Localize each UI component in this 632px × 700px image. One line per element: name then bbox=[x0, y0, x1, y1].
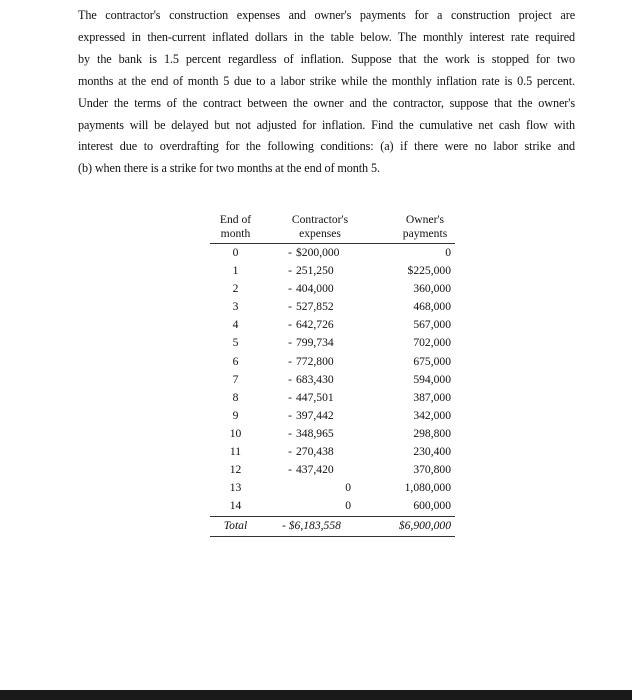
expense-cell: 348,965 bbox=[296, 426, 334, 440]
payment-cell: 360,000 bbox=[413, 282, 451, 296]
table-row bbox=[210, 479, 455, 497]
table-row bbox=[210, 371, 455, 389]
table-row bbox=[210, 353, 455, 371]
negative-sign: - bbox=[288, 408, 292, 422]
header-owner-payments: Owner's payments bbox=[402, 213, 448, 240]
paragraph-line: by the bank is 1.5 percent regardless of inflation. Suppose that the work is stopped for two bbox=[78, 51, 575, 66]
table-row bbox=[210, 262, 455, 280]
month-cell: 7 bbox=[232, 372, 239, 386]
month-cell: 14 bbox=[229, 499, 242, 513]
expense-cell: $200,000 bbox=[296, 246, 340, 259]
total-payments: $6,900,000 bbox=[398, 519, 451, 533]
cash-flow-table bbox=[210, 213, 455, 537]
paragraph-line: months at the end of month 5 due to a labor strike while the monthly inflation rate is 0.5 percent. bbox=[78, 73, 575, 88]
expense-cell: 270,438 bbox=[296, 445, 334, 459]
expense-cell: 772,800 bbox=[296, 354, 334, 368]
expense-cell: 447,501 bbox=[296, 390, 334, 404]
payment-cell: 387,000 bbox=[413, 390, 451, 404]
total-expenses: - $6,183,558 bbox=[282, 519, 341, 533]
table-row bbox=[210, 244, 455, 262]
expense-cell: 799,734 bbox=[296, 336, 334, 350]
bottom-edge-bar bbox=[0, 690, 632, 700]
expense-cell: 437,420 bbox=[296, 463, 334, 477]
payment-cell: 600,000 bbox=[413, 499, 451, 513]
total-row bbox=[210, 516, 455, 536]
payment-cell: 675,000 bbox=[413, 354, 451, 368]
expense-cell: 0 bbox=[345, 481, 351, 495]
paragraph-line: expressed in then-current inflated dollars in the table below. The monthly interest rate required bbox=[78, 29, 575, 44]
header-month: End of month bbox=[219, 213, 252, 240]
problem-paragraph bbox=[78, 5, 575, 180]
payment-cell: 468,000 bbox=[413, 300, 451, 314]
paragraph-line: interest due to overdrafting for the following conditions: (a) if there were no labor strike and bbox=[78, 139, 575, 154]
table-row bbox=[210, 443, 455, 461]
payment-cell: 342,000 bbox=[413, 408, 451, 422]
paragraph-line: (b) when there is a strike for two months at the end of month 5. bbox=[78, 161, 380, 176]
month-cell: 2 bbox=[232, 282, 239, 296]
month-cell: 9 bbox=[232, 408, 239, 422]
payment-cell: 230,400 bbox=[413, 445, 451, 459]
table-body bbox=[210, 244, 455, 515]
month-cell: 3 bbox=[232, 300, 239, 314]
expense-cell: 0 bbox=[345, 499, 351, 513]
table-row bbox=[210, 316, 455, 334]
month-cell: 1 bbox=[232, 264, 239, 278]
table-row bbox=[210, 407, 455, 425]
negative-sign: - bbox=[288, 318, 292, 332]
negative-sign: - bbox=[288, 300, 292, 314]
month-cell: 13 bbox=[229, 481, 242, 495]
payment-cell: 0 bbox=[445, 246, 451, 259]
expense-cell: 251,250 bbox=[296, 264, 334, 278]
negative-sign: - bbox=[288, 390, 292, 404]
negative-sign: - bbox=[288, 336, 292, 350]
table-header bbox=[210, 213, 455, 244]
month-cell: 0 bbox=[232, 246, 239, 259]
payment-cell: 1,080,000 bbox=[404, 481, 451, 495]
table-row bbox=[210, 280, 455, 298]
table-row bbox=[210, 389, 455, 407]
expense-cell: 404,000 bbox=[296, 282, 334, 296]
payment-cell: 594,000 bbox=[413, 372, 451, 386]
month-cell: 10 bbox=[229, 426, 242, 440]
month-cell: 8 bbox=[232, 390, 239, 404]
month-cell: 11 bbox=[229, 445, 242, 459]
expense-cell: 397,442 bbox=[296, 408, 334, 422]
negative-sign: - bbox=[288, 246, 292, 259]
total-label: Total bbox=[223, 519, 248, 533]
month-cell: 12 bbox=[229, 463, 242, 477]
expense-cell: 683,430 bbox=[296, 372, 334, 386]
paragraph-line: payments will be delayed but not adjusted for inflation. Find the cumulative net cash flow with bbox=[78, 117, 575, 132]
expense-cell: 527,852 bbox=[296, 300, 334, 314]
header-contractor-expenses: Contractor's expenses bbox=[291, 213, 349, 240]
negative-sign: - bbox=[288, 426, 292, 440]
table-row bbox=[210, 425, 455, 443]
payment-cell: 370,800 bbox=[413, 463, 451, 477]
payment-cell: 567,000 bbox=[413, 318, 451, 332]
table-row bbox=[210, 497, 455, 515]
month-cell: 5 bbox=[232, 336, 239, 350]
negative-sign: - bbox=[288, 354, 292, 368]
payment-cell: 298,800 bbox=[413, 426, 451, 440]
expense-cell: 642,726 bbox=[296, 318, 334, 332]
negative-sign: - bbox=[288, 445, 292, 459]
month-cell: 6 bbox=[232, 354, 239, 368]
negative-sign: - bbox=[288, 282, 292, 296]
table-row bbox=[210, 298, 455, 316]
negative-sign: - bbox=[288, 264, 292, 278]
table-row bbox=[210, 334, 455, 352]
negative-sign: - bbox=[288, 372, 292, 386]
paragraph-line: Under the terms of the contract between the owner and the contractor, suppose that the owner's bbox=[78, 95, 575, 110]
payment-cell: 702,000 bbox=[413, 336, 451, 350]
negative-sign: - bbox=[288, 463, 292, 477]
payment-cell: $225,000 bbox=[407, 264, 451, 278]
paragraph-line: The contractor's construction expenses and owner's payments for a construction project are bbox=[78, 8, 575, 22]
table-row bbox=[210, 461, 455, 479]
month-cell: 4 bbox=[232, 318, 239, 332]
